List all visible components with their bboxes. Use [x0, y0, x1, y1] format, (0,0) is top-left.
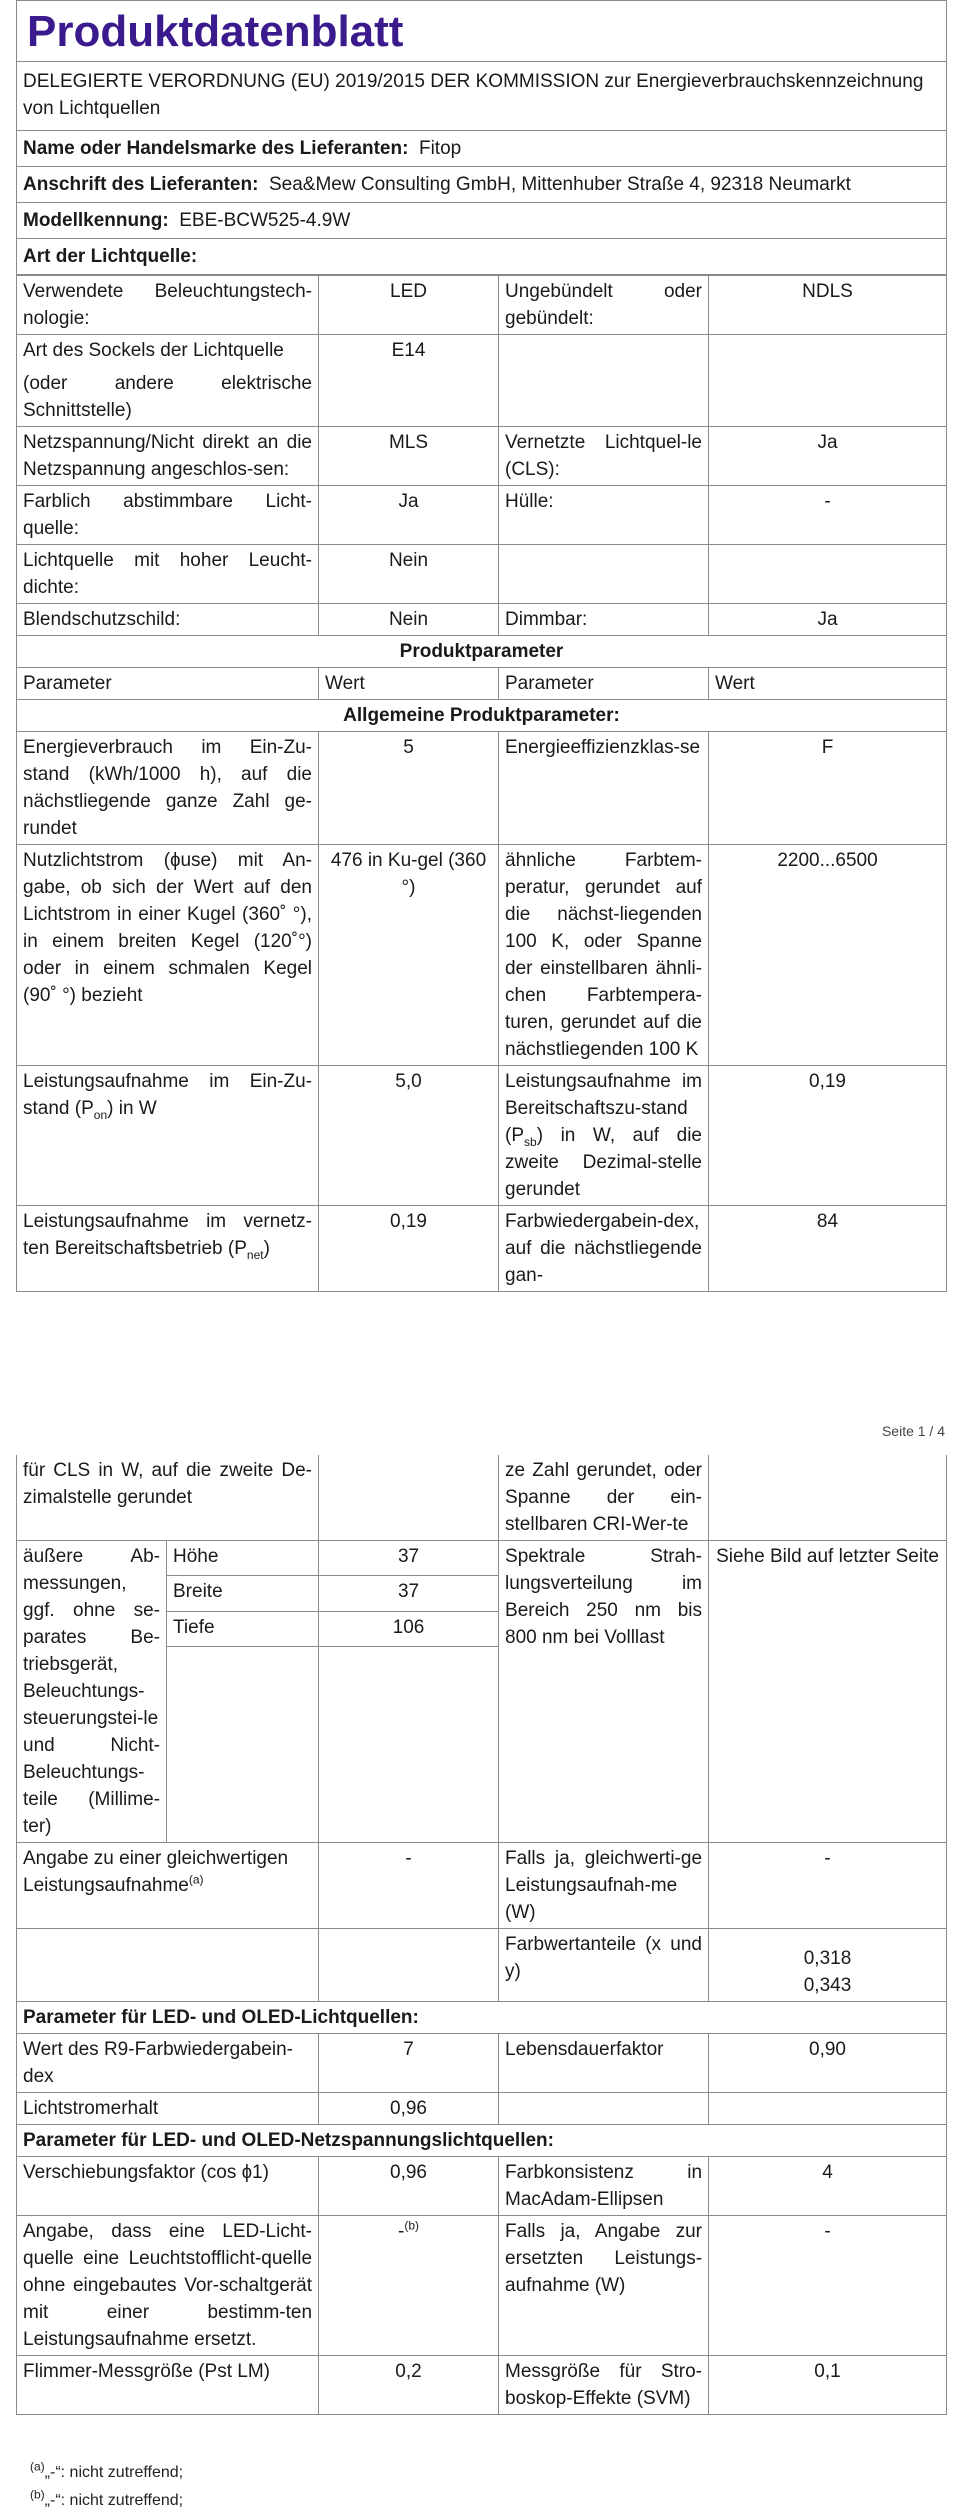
table-row	[17, 1541, 947, 1576]
footnote	[30, 2487, 184, 2510]
socket-label: Art des Sockels der Lichtquelle	[23, 340, 284, 361]
dim-name: Breite	[167, 1576, 319, 1611]
param-value: 0,2	[319, 2356, 499, 2415]
pnet-subscript: net	[246, 1247, 264, 1262]
model-label: Modellkennung:	[23, 210, 169, 231]
type-value: Nein	[319, 604, 499, 636]
param-value: F	[709, 732, 947, 845]
page-1	[16, 0, 946, 1292]
socket-label-extra: (oder andere elektrische Schnittstelle)	[23, 373, 312, 421]
spd-label: Spektrale Strah-lungsverteilung im Bereich 250 nm bis 800 nm bei Volllast	[499, 1541, 709, 1843]
param-label: Wert des R9-Farbwiedergabein-dex	[17, 2034, 319, 2093]
replace-value: -	[398, 2221, 405, 2242]
table-row	[17, 1455, 947, 1541]
supplier-label: Name oder Handelsmarke des Lieferanten:	[23, 138, 409, 159]
type-label	[499, 335, 709, 427]
dim-value: 106	[319, 1611, 499, 1646]
table-row	[17, 1206, 947, 1292]
type-label: Vernetzte Lichtquel-le (CLS):	[499, 427, 709, 486]
param-label: Energieeffizienzklas-se	[499, 732, 709, 845]
supplier-row	[17, 131, 947, 167]
pnet-label-end: )	[263, 1238, 270, 1259]
param-label	[17, 1929, 319, 2002]
param-value: 7	[319, 2034, 499, 2093]
pnet-label: Leistungsaufnahme im vernetz-ten Bereitschaftsbetrieb (P	[23, 1211, 312, 1259]
param-value: 5,0	[319, 1066, 499, 1206]
table-row	[17, 1843, 947, 1929]
param-value: 4	[709, 2157, 947, 2216]
param-label: Energieverbrauch im Ein-Zu-stand (kWh/1000 h), auf die nächstliegende ganze Zahl ge-rundet	[17, 732, 319, 845]
model-row	[17, 203, 947, 239]
regulation-text: DELEGIERTE VERORDNUNG (EU) 2019/2015 DER KOMMISSION zur Energieverbrauchskennzeichnung von Lichtquellen	[17, 62, 947, 131]
param-value: 0,96	[319, 2157, 499, 2216]
param-label: Farbwiedergabein-dex, auf die nächstliegende gan-	[499, 1206, 709, 1292]
param-label: Farbwertanteile (x und y)	[499, 1929, 709, 2002]
param-label: ähnliche Farbtem-peratur, gerundet auf die nächst-liegenden 100 K, oder Spanne der einstellbaren ähnli-chen Farbtempera-turen, gerundet auf die nächstliegenden 100 K	[499, 845, 709, 1066]
led-heading: Parameter für LED- und OLED-Lichtquellen:	[17, 2002, 947, 2034]
dims-label: äußere Ab-messungen, ggf. ohne se-parates Be-triebsgerät, Beleuchtungs-steuerungstei-le und Nicht-Beleuchtungs-teile (Millime-ter)	[17, 1541, 167, 1843]
param-label	[17, 1843, 319, 1929]
type-value	[709, 545, 947, 604]
dim-name: Höhe	[167, 1541, 319, 1576]
model-value: EBE-BCW525-4.9W	[179, 210, 351, 231]
table-row	[17, 604, 947, 636]
column-header: Wert	[709, 668, 947, 700]
param-label: für CLS in W, auf die zweite De-zimalstelle gerundet	[17, 1455, 319, 1541]
table-row	[17, 335, 947, 427]
param-value	[709, 1929, 947, 2002]
general-heading: Allgemeine Produktparameter:	[17, 700, 947, 732]
type-heading: Art der Lichtquelle:	[17, 239, 947, 275]
address-label: Anschrift des Lieferanten:	[23, 174, 259, 195]
param-value	[709, 1455, 947, 1541]
params-table-continued	[16, 1455, 947, 2415]
replace-footnote-mark: (b)	[404, 2218, 420, 2233]
param-label	[17, 1066, 319, 1206]
param-label: Falls ja, gleichwerti-ge Leistungsaufnah-me (W)	[499, 1843, 709, 1929]
psb-subscript: sb	[524, 1134, 537, 1149]
type-label: Netzspannung/Nicht direkt an die Netzspannung angeschlos-sen:	[17, 427, 319, 486]
type-label: Ungebündelt oder gebündelt:	[499, 276, 709, 335]
page-title: Produktdatenblatt	[17, 1, 947, 62]
param-value: 0,1	[709, 2356, 947, 2415]
type-label: Hülle:	[499, 486, 709, 545]
param-label: Farbkonsistenz in MacAdam-Ellipsen	[499, 2157, 709, 2216]
param-label: Falls ja, Angabe zur ersetzten Leistungs-aufnahme (W)	[499, 2216, 709, 2356]
param-label: ze Zahl gerundet, oder Spanne der ein-stellbaren CRI-Wer-te	[499, 1455, 709, 1541]
equiv-footnote-mark: (a)	[188, 1872, 204, 1887]
address-row	[17, 167, 947, 203]
column-header: Parameter	[499, 668, 709, 700]
table-row	[17, 545, 947, 604]
type-value: Ja	[709, 427, 947, 486]
param-value: 476 in Ku-gel (360 °)	[319, 845, 499, 1066]
param-label: Angabe, dass eine LED-Licht-quelle eine Leuchtstofflicht-quelle ohne eingebautes Vor-schaltgerät mit einer bestimm-ten Leistungsaufnahme ersetzt.	[17, 2216, 319, 2356]
type-label: Verwendete Beleuchtungstech-nologie:	[17, 276, 319, 335]
param-value: 0,19	[319, 1206, 499, 1292]
param-value: -	[319, 1843, 499, 1929]
table-row	[17, 2034, 947, 2093]
type-value: NDLS	[709, 276, 947, 335]
table-row	[17, 427, 947, 486]
type-label: Blendschutzschild:	[17, 604, 319, 636]
param-value: 2200...6500	[709, 845, 947, 1066]
param-label: Verschiebungsfaktor (cos ɸ1)	[17, 2157, 319, 2216]
pon-label: Leistungsaufnahme im Ein-Zu-stand (P	[23, 1071, 312, 1119]
param-value: 0,96	[319, 2093, 499, 2125]
chroma-y: 0,343	[803, 1975, 852, 1996]
type-label	[17, 335, 319, 427]
type-label: Lichtquelle mit hoher Leucht-dichte:	[17, 545, 319, 604]
param-value: 5	[319, 732, 499, 845]
type-value: -	[709, 486, 947, 545]
column-header: Wert	[319, 668, 499, 700]
table-row	[17, 276, 947, 335]
pon-label-end: ) in W	[107, 1098, 157, 1119]
param-label	[499, 2093, 709, 2125]
table-row	[17, 2216, 947, 2356]
table-row	[17, 732, 947, 845]
param-label: Lebensdauerfaktor	[499, 2034, 709, 2093]
footnote-text: „-“: nicht zutreffend;	[44, 2492, 184, 2509]
param-value: 0,19	[709, 1066, 947, 1206]
table-row	[17, 1066, 947, 1206]
type-label: Farblich abstimmbare Licht-quelle:	[17, 486, 319, 545]
param-label: Nutzlichtstrom (ɸuse) mit An-gabe, ob sich der Wert auf den Lichtstrom in einer Kugel (360˚ °), in einem breiten Kegel (120˚°) oder in einem schmalen Kegel (90˚ °) bezieht	[17, 845, 319, 1066]
type-label	[499, 545, 709, 604]
column-header-row	[17, 668, 947, 700]
dim-name: Tiefe	[167, 1611, 319, 1646]
type-value: Ja	[709, 604, 947, 636]
page-2	[16, 1455, 946, 2415]
dim-name	[167, 1647, 319, 1843]
type-value: MLS	[319, 427, 499, 486]
param-label: Messgröße für Stro-boskop-Effekte (SVM)	[499, 2356, 709, 2415]
params-heading: Produktparameter	[17, 636, 947, 668]
mains-heading: Parameter für LED- und OLED-Netzspannungslichtquellen:	[17, 2125, 947, 2157]
table-row	[17, 1929, 947, 2002]
param-value	[319, 2216, 499, 2356]
footnote-text: „-“: nicht zutreffend;	[44, 2464, 184, 2481]
footnote-mark: (a)	[30, 2459, 45, 2474]
param-value: 0,90	[709, 2034, 947, 2093]
dim-value: 37	[319, 1541, 499, 1576]
param-value: -	[709, 1843, 947, 1929]
table-row	[17, 486, 947, 545]
param-label	[499, 1066, 709, 1206]
param-label: Flimmer-Messgröße (Pst LM)	[17, 2356, 319, 2415]
param-value: 84	[709, 1206, 947, 1292]
param-value	[319, 1929, 499, 2002]
pon-subscript: on	[93, 1107, 108, 1122]
table-row	[17, 2157, 947, 2216]
type-value: LED	[319, 276, 499, 335]
type-table	[16, 275, 947, 1292]
table-row	[17, 845, 947, 1066]
header-table	[16, 0, 947, 275]
param-value	[709, 2093, 947, 2125]
type-label: Dimmbar:	[499, 604, 709, 636]
table-row	[17, 2356, 947, 2415]
psb-label: Leistungsaufnahme im Bereitschaftszu-stand (P	[505, 1071, 702, 1146]
param-label: Lichtstromerhalt	[17, 2093, 319, 2125]
column-header: Parameter	[17, 668, 319, 700]
dim-value	[319, 1647, 499, 1843]
table-row	[17, 2093, 947, 2125]
type-value: Nein	[319, 545, 499, 604]
footnote-mark: (b)	[30, 2487, 45, 2502]
param-value: -	[709, 2216, 947, 2356]
supplier-value: Fitop	[418, 138, 462, 159]
param-value	[319, 1455, 499, 1541]
footnote	[30, 2459, 184, 2482]
type-value: E14	[319, 335, 499, 427]
type-value: Ja	[319, 486, 499, 545]
type-value	[709, 335, 947, 427]
page-number: Seite 1 / 4	[881, 1423, 945, 1439]
address-value: Sea&Mew Consulting GmbH, Mittenhuber Straße 4, 92318 Neumarkt	[269, 174, 851, 195]
dim-value: 37	[319, 1576, 499, 1611]
param-label	[17, 1206, 319, 1292]
equiv-label: Angabe zu einer gleichwertigen Leistungsaufnahme	[23, 1848, 289, 1896]
psb-label-end: ) in W, auf die zweite Dezimal-stelle gerundet	[505, 1125, 702, 1200]
chroma-x: 0,318	[803, 1948, 852, 1969]
spd-value: Siehe Bild auf letzter Seite	[709, 1541, 947, 1843]
